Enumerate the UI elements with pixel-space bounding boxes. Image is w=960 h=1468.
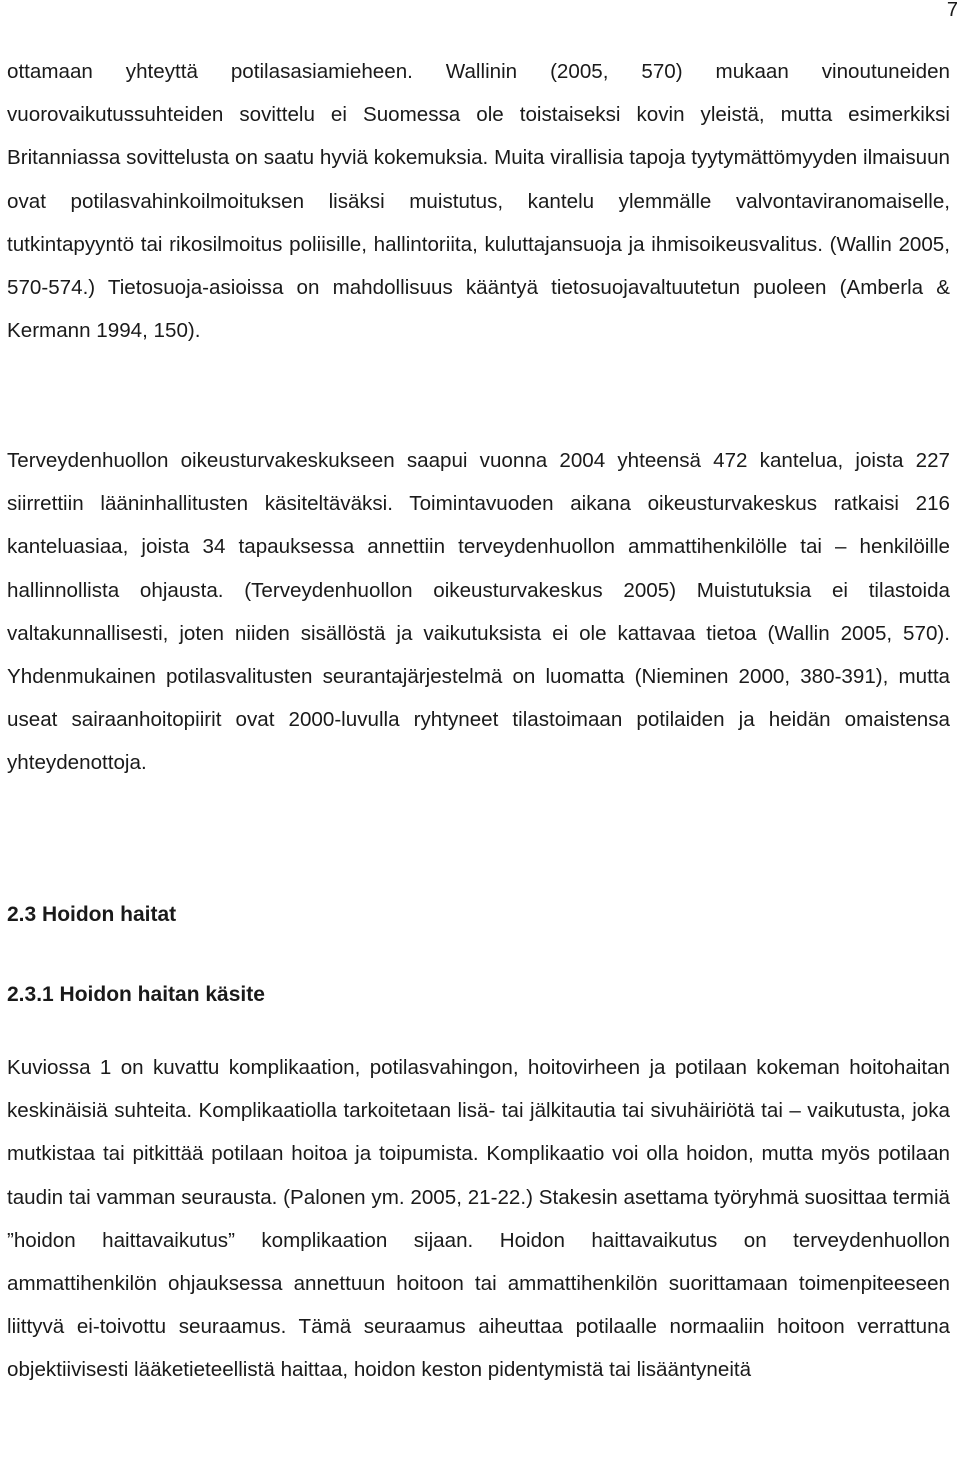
paragraph-complaint-channels: ottamaan yhteyttä potilasasiamieheen. Wallinin (2005, 570) mukaan vinoutuneiden vuorovaikutussuhteiden sovittelu ei Suomessa ole toistaiseksi kovin yleistä, mutta esimerkiksi Britanniassa sovittelusta on saatu hyviä kokemuksia. Muita virallisia tapoja tyytymättömyyden ilmaisuun ovat potilasvahinkoilmoituksen lisäksi muistutus, kantelu ylemmälle valvontaviranomaiselle, tutkintapyyntö tai rikosilmoitus poliisille, hallintoriita, kuluttajansuoja ja ihmisoikeusvalitus. (Wallin 2005, 570-574.) Tietosuoja-asioissa on mahdollisuus kääntyä tietosuojavaltuutetun puoleen (Amberla & Kermann 1994, 150). xyxy=(7,60,950,343)
paragraph-complication-definition: Kuviossa 1 on kuvattu komplikaation, potilasvahingon, hoitovirheen ja potilaan kokeman hoitohaitan keskinäisiä suhteita. Komplikaatiolla tarkoitetaan lisä- tai jälkitautia tai sivuhäiriötä tai – vaikutusta, joka mutkistaa tai pitkittää potilaan hoitoa ja toipumista. Komplikaatio voi olla hoidon, mutta myös potilaan taudin tai vamman seurausta. (Palonen ym. 2005, 21-22.) Stakesin asettama työryhmä suosittaa termiä ”hoidon haittavaikutus” komplikaation sijaan. Hoidon haittavaikutus on terveydenhuollon ammattihenkilön ohjauksessa annettuun hoitoon tai ammattihenkilön suorittamaan toimenpiteeseen liittyvä ei-toivottu seuraamus. Tämä seuraamus aiheuttaa potilaalle normaaliin hoitoon verrattuna objektiivisesti lääketieteellistä haittaa, hoidon keston pidentymistä tai lisääntyneitä xyxy=(7,1056,950,1382)
paragraph-complaint-statistics: Terveydenhuollon oikeusturvakeskukseen saapui vuonna 2004 yhteensä 472 kantelua, joista 227 siirrettiin lääninhallitusten käsiteltäväksi. Toimintavuoden aikana oikeusturvakeskus ratkaisi 216 kanteluasiaa, joista 34 tapauksessa annettiin terveydenhuollon ammattihenkilölle tai – henkilöille hallinnollista ohjausta. (Terveydenhuollon oikeusturvakeskus 2005) Muistutuksia ei tilastoida valtakunnallisesti, joten niiden sisällöstä ja vaikutuksista ei ole kattavaa tietoa (Wallin 2005, 570). Yhdenmukainen potilasvalitusten seurantajärjestelmä on luomatta (Nieminen 2000, 380-391), mutta useat sairaanhoitopiirit ovat 2000-luvulla ryhtyneet tilastoimaan potilaiden ja heidän omaistensa yhteydenottoja. xyxy=(7,449,950,775)
section-heading-hoidon-haitat: 2.3 Hoidon haitat xyxy=(7,903,177,926)
subsection-heading-hoidon-haitan-kasite: 2.3.1 Hoidon haitan käsite xyxy=(7,983,265,1006)
page-number: 7 xyxy=(946,0,958,21)
